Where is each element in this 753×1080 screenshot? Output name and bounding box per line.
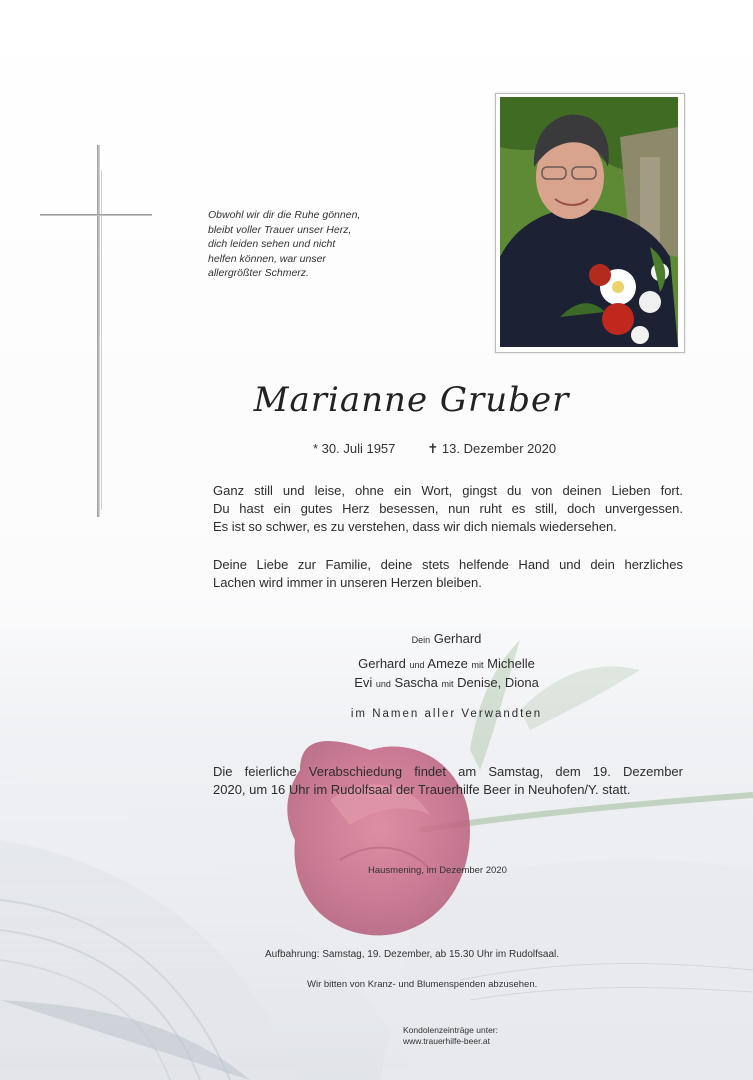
poem-line: Es ist so schwer, es zu verstehen, dass wir dich niemals wiedersehen. — [213, 519, 617, 534]
ceremony-line: Die feierliche Verabschiedung findet am Samstag, dem 19. Dezember — [213, 764, 683, 779]
poem-line: Du hast ein gutes Herz besessen, nun ruht es still, doch unvergessen. — [213, 501, 683, 516]
family-line-3 — [0, 675, 753, 690]
family-line-1 — [0, 631, 753, 646]
portrait-photo — [500, 97, 678, 347]
family-line-2 — [0, 656, 753, 671]
family-name: Michelle — [487, 656, 535, 671]
quote-line: helfen können, war unser — [208, 252, 326, 265]
connector-word: und — [375, 679, 391, 689]
tribute-line: Lachen wird immer in unseren Herzen bleiben. — [213, 575, 482, 590]
connector-word: und — [409, 660, 425, 670]
quote-line: bleibt voller Trauer unser Herz, — [208, 223, 352, 236]
family-name: Gerhard — [433, 631, 482, 646]
ceremony-line: 2020, um 16 Uhr im Rudolfsaal der Trauerhilfe Beer in Neuhofen/Y. statt. — [213, 782, 631, 797]
family-name: Sascha — [394, 675, 438, 690]
memorial-quote — [208, 208, 418, 281]
death-date: ✝ 13. Dezember 2020 — [427, 441, 557, 456]
cross-vertical-bar — [97, 145, 100, 517]
dein-word: Dein — [411, 635, 431, 645]
family-name: Denise, Diona — [457, 675, 539, 690]
family-name: Ameze — [427, 656, 468, 671]
relatives-line: im Namen aller Verwandten — [350, 708, 543, 720]
viewing-info: Aufbahrung: Samstag, 19. Dezember, ab 15.30 Uhr im Rudolfsaal. — [265, 949, 560, 960]
quote-line: Obwohl wir dir die Ruhe gönnen, — [208, 209, 361, 221]
family-name: Gerhard — [358, 656, 406, 671]
connector-word: mit — [441, 679, 454, 689]
book-rose-background — [0, 600, 753, 1080]
tribute-line: Deine Liebe zur Familie, deine stets helfende Hand und dein herzliches — [213, 557, 683, 572]
connector-word: mit — [471, 660, 484, 670]
place-date: Hausmening, im Dezember 2020 — [368, 865, 507, 876]
cross-horizontal-bar — [40, 214, 152, 216]
condolence-url[interactable]: www.trauerhilfe-beer.at — [403, 1036, 490, 1046]
condolence-info — [403, 1025, 498, 1047]
quote-line: allergrößter Schmerz. — [208, 267, 309, 279]
birth-date: * 30. Juli 1957 — [313, 441, 396, 456]
ceremony-text — [213, 763, 683, 799]
poem-line: Ganz still und leise, ohne ein Wort, gingst du von deinen Lieben fort. — [213, 483, 683, 498]
tribute-text — [213, 556, 683, 592]
cross-vertical-shadow — [101, 170, 102, 510]
quote-line: dich leiden sehen und nicht — [208, 238, 336, 250]
mourning-poem — [213, 482, 683, 536]
deceased-name: Marianne Gruber — [253, 380, 570, 420]
flower-request: Wir bitten von Kranz- und Blumenspenden abzusehen. — [307, 979, 538, 990]
family-name: Evi — [354, 675, 373, 690]
condolence-label: Kondolenzeinträge unter: — [403, 1025, 498, 1035]
life-dates — [313, 441, 556, 457]
